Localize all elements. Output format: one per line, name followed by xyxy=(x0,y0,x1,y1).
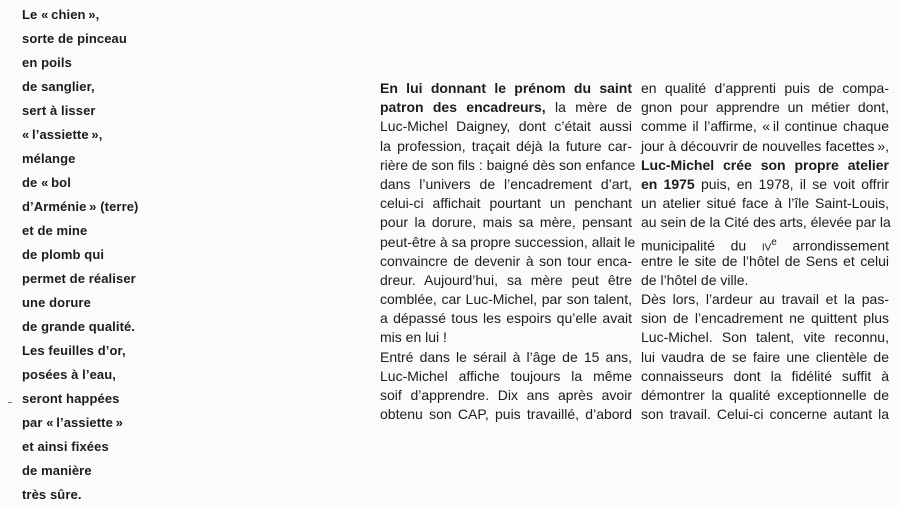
caption-line: posées à l’eau, xyxy=(22,367,116,382)
article-highlight-line: Luc-Michel crée son propre atelier xyxy=(641,156,889,173)
article-line: comblée, car Luc-Michel, par son talent, xyxy=(380,291,632,308)
article-line xyxy=(380,98,632,117)
caption-line: permet de réaliser xyxy=(22,271,136,286)
caption-line: seront happées xyxy=(22,391,120,406)
caption-line: de plomb qui xyxy=(22,247,105,262)
article-line: sion de l’encadrement ne quittent plus xyxy=(641,310,889,327)
article-highlight-bold: en 1975 xyxy=(641,175,695,192)
article-line: son travail. Celui-ci concerne autant la xyxy=(641,406,889,423)
article-text: la mère de xyxy=(545,99,632,116)
caption-line: mélange xyxy=(22,151,76,166)
article-line: dreur. Aujourd’hui, sa mère peut être xyxy=(380,271,632,288)
margin-mark xyxy=(8,402,12,403)
article-line: Entré dans le sérail à l’âge de 15 ans, xyxy=(380,348,632,365)
caption-line: de grande qualité. xyxy=(22,319,136,334)
caption-line: une dorure xyxy=(22,295,91,310)
ordinal-suffix: e xyxy=(771,236,777,248)
article-line: lui vaudra de se faire une clientèle de xyxy=(641,348,889,365)
article-line: convaincre de devenir à son tour enca- xyxy=(380,252,632,269)
caption-line: sorte de pinceau xyxy=(22,31,127,46)
article-line: mis en lui ! xyxy=(380,329,447,346)
article-line: obtenu son CAP, puis travaillé, d’abord xyxy=(380,406,632,423)
caption-line: et ainsi fixées xyxy=(22,439,109,454)
article-text: puis, en 1978, il se voit offrir xyxy=(694,175,890,192)
article-line xyxy=(641,233,889,252)
article-line: Luc-Michel. Son talent, vite reconnu, xyxy=(641,329,889,346)
caption-line: et de mine xyxy=(22,223,88,238)
caption-line: d’Arménie » (terre) xyxy=(22,199,139,214)
article-column-2 xyxy=(641,79,889,424)
article-line: démontrer la qualité exceptionnelle de xyxy=(641,387,889,403)
article-line: un atelier situé face à l’île Saint-Louis, xyxy=(641,195,889,212)
article-column-1 xyxy=(380,79,636,424)
article-line: peut-être à sa propre succession, allait le xyxy=(380,233,636,250)
caption-line: « l’assiette », xyxy=(22,127,103,142)
article-line: gnon pour apprendre un métier dont, xyxy=(641,99,889,116)
article-line: la profession, traçait déjà la future car- xyxy=(380,137,632,154)
article-text: arrondissement xyxy=(776,237,889,254)
caption-line: de « bol xyxy=(22,175,71,190)
caption-line: très sûre. xyxy=(22,487,82,502)
photo-caption xyxy=(22,3,202,507)
caption-line: sert à lisser xyxy=(22,103,96,118)
article-line: Dès lors, l’ardeur au travail et la pas- xyxy=(641,291,889,308)
article-line: connaisseurs dont la fidélité suffit à xyxy=(641,367,889,384)
caption-line: en poils xyxy=(22,55,72,70)
article-line: pour la dorure, mais sa mère, pensant xyxy=(380,214,632,231)
roman-numeral: IV xyxy=(761,242,772,254)
article-line: au sein de la Cité des arts, élevée par la xyxy=(641,214,891,231)
article-lead-line: En lui donnant le prénom du saint xyxy=(380,80,632,96)
caption-line: Les feuilles d’or, xyxy=(22,343,126,358)
article-line: a dépassé tous les espoirs qu’elle avait xyxy=(380,310,632,327)
article-line: jour à découvrir de nouvelles facettes », xyxy=(641,137,889,154)
article-line xyxy=(641,175,889,194)
article-text: municipalité du xyxy=(641,237,762,254)
article-line: celui-ci affichait pourtant un penchant xyxy=(380,195,632,212)
article-line: rière de son fils : baigné dès son enfance xyxy=(380,156,636,173)
caption-line: de sanglier, xyxy=(22,79,95,94)
article-line: comme il l’affirme, « il continue chaque xyxy=(641,118,889,135)
article-line: en qualité d’apprenti puis de compa- xyxy=(641,80,889,96)
article-line: dans l’univers de l’encadrement d’art, xyxy=(380,175,632,192)
article-line: entre le site de l’hôtel de Sens et celui xyxy=(641,252,889,269)
caption-line: Le « chien », xyxy=(22,7,100,22)
article-line: Luc-Michel affiche toujours la même xyxy=(380,367,632,384)
article-line: de l’hôtel de ville. xyxy=(641,271,749,288)
caption-line: par « l’assiette » xyxy=(22,415,123,430)
article-line: soif d’apprendre. Dix ans après avoir xyxy=(380,387,632,403)
article-line: Luc-Michel Daigney, dont c’était aussi xyxy=(380,118,632,135)
article-lead-bold: patron des encadreurs, xyxy=(380,99,546,116)
caption-line: de manière xyxy=(22,463,92,478)
